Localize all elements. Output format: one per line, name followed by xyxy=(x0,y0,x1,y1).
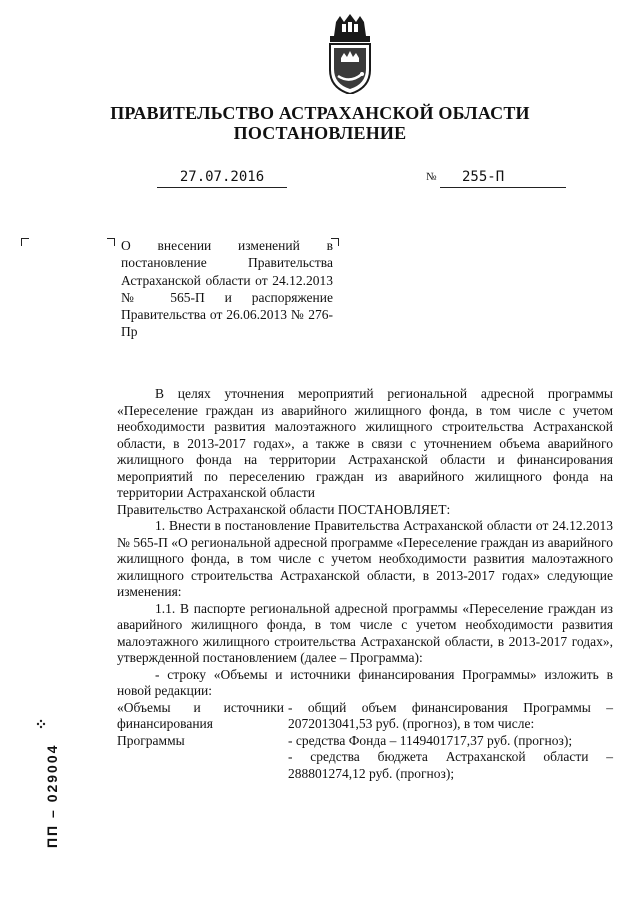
financing-table-label: «Объемы и источники финансирования Программы xyxy=(117,699,284,748)
coat-of-arms-emblem xyxy=(322,14,378,94)
financing-fund: - средства Фонда – 1149401717,37 руб. (прогноз); xyxy=(288,732,573,748)
document-subject: О внесении изменений в постановление Правительства Астраханской области от 24.12.2013 № 565-П и распоряжение Правительства от 26.06.2013 № 276-Пр xyxy=(121,238,333,340)
number-label: № xyxy=(426,171,437,183)
body-paragraph-item-1-1: 1.1. В паспорте региональной адресной программы «Переселение граждан из аварийного жилищного фонда, в том числе с учетом необходимости развития малоэтажного жилищного строительства Астраханской области, в 2013-2017 годах», утвержденной постановлением (далее – Программа): xyxy=(117,600,613,665)
corner-bracket-left xyxy=(21,238,29,246)
document-body xyxy=(117,386,613,782)
document-date: 27.07.2016 xyxy=(157,168,287,188)
document-type-title: ПОСТАНОВЛЕНИЕ xyxy=(233,123,407,143)
body-paragraph-row-change: - строку «Объемы и источники финансирования Программы» изложить в новой редакции: xyxy=(117,666,613,698)
financing-table-values xyxy=(288,700,613,783)
body-paragraph-item-1: 1. Внести в постановление Правительства Астраханской области от 24.12.2013 № 565-П «О региональной адресной программе «Переселение граждан из аварийного жилищного фонда, в том числе с учетом необходимости развития малоэтажного жилищного строительства Астраханской области, в 2013-2017 годах» следующие изменения: xyxy=(117,518,613,599)
document-number: 255-П xyxy=(440,168,566,188)
side-serial-number: ПП – 029004 xyxy=(44,743,60,848)
corner-bracket-subject-left xyxy=(107,238,115,246)
body-paragraph-preamble: В целях уточнения мероприятий региональной адресной программы «Переселение граждан из аварийного жилищного фонда, в том числе с учетом необходимости развития малоэтажного жилищного строительства Астраханской области, в 2013-2017 годах», а также в связи с уточнением объема аварийного жилищного фонда на территории Астраханской области и финансирования мероприятий по переселению граждан из аварийного жилищного фонда на территории Астраханской области xyxy=(117,386,613,500)
side-stamp-mark-icon xyxy=(36,718,46,730)
organization-title: ПРАВИТЕЛЬСТВО АСТРАХАНСКОЙ ОБЛАСТИ xyxy=(110,103,530,123)
body-paragraph-resolves: Правительство Астраханской области ПОСТАНОВЛЯЕТ: xyxy=(117,501,451,517)
financing-total: - общий объем финансирования Программы – 2072013041,53 руб. (прогноз), в том числе: xyxy=(288,699,613,731)
side-stamp xyxy=(10,700,60,850)
financing-regional-budget: - средства бюджета Астраханской области – 288801274,12 руб. (прогноз); xyxy=(288,749,613,781)
financing-table xyxy=(117,700,613,783)
